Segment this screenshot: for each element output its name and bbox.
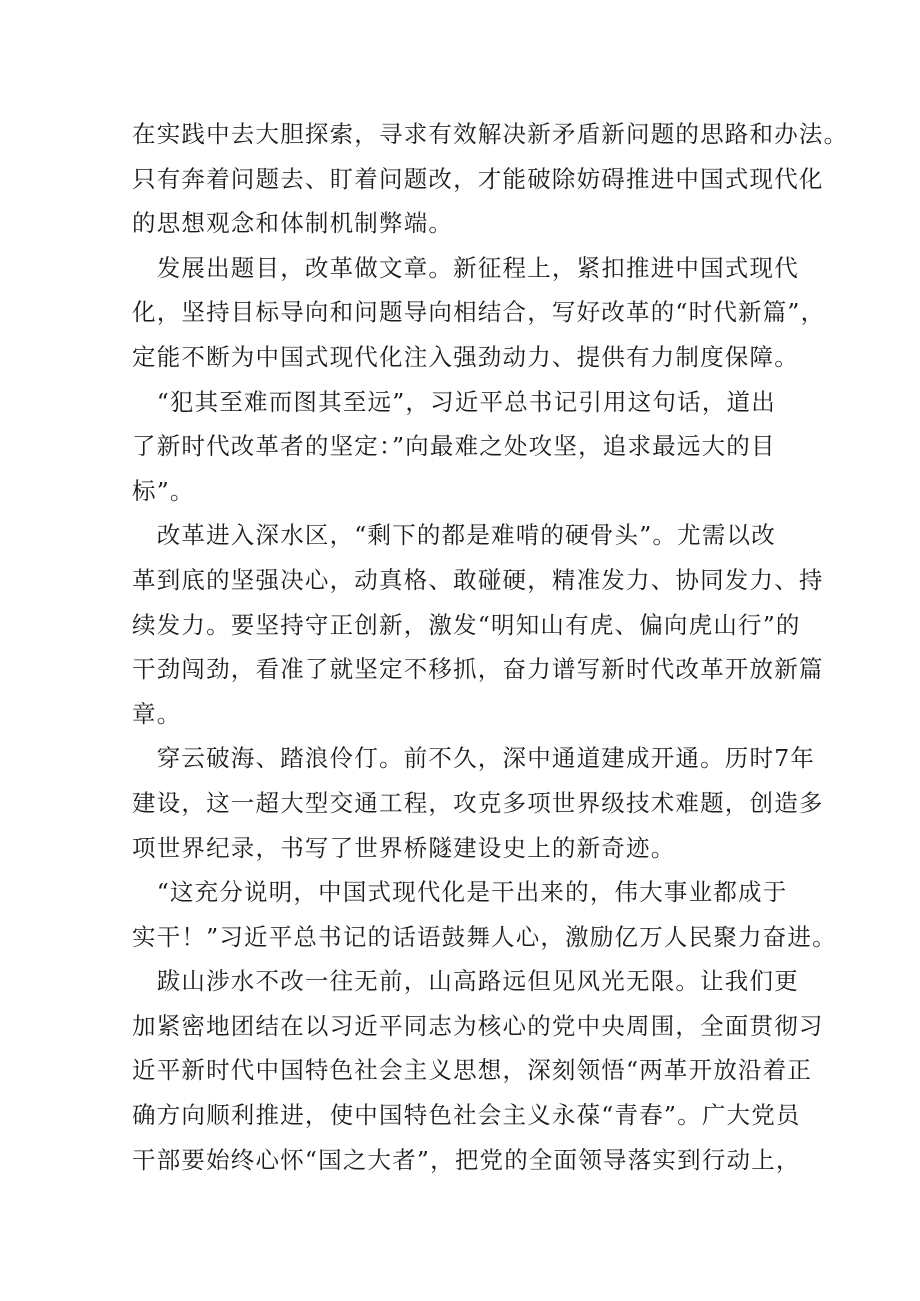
text-line: 确方向顺利推进，使中国特色社会主义永葆“青春”。广大党员 <box>132 1101 801 1130</box>
text-line: 在实践中去大胆探索，寻求有效解决新矛盾新问题的思路和办法。 <box>132 120 849 148</box>
text-line: 化，坚持目标导向和问题导向相结合，写好改革的“时代新篇”， <box>132 298 826 327</box>
text-line: 了新时代改革者的坚定：”向最难之处攻坚，追求最远大的目 <box>132 432 776 461</box>
text-line: 实干！”习近平总书记的话语鼓舞人心，激励亿万人民聚力奋进。 <box>132 922 837 951</box>
text-line: 续发力。要坚持守正创新，激发“明知山有虎、偏向虎山行”的 <box>132 610 801 639</box>
article-body <box>132 112 849 1182</box>
text-line: 的思想观念和体制机制弊端。 <box>132 209 454 238</box>
text-line: 干部要始终心怀“国之大者”，把党的全面领导落实到行动上， <box>132 1145 801 1174</box>
paragraph <box>132 246 826 380</box>
text-line: 跋山涉水不改一往无前，山高路远但见风光无限。让我们更 <box>132 967 799 996</box>
paragraph <box>132 959 824 1182</box>
text-line: “犯其至难而图其至远”，习近平总书记引用这句话，道出 <box>132 387 776 416</box>
text-line: 改革进入深水区，“剩下的都是难啃的硬骨头”。尤需以改 <box>132 521 776 550</box>
paragraph <box>132 736 824 870</box>
paragraph <box>132 112 849 246</box>
paragraph <box>132 513 824 736</box>
text-line: 章。 <box>132 699 182 728</box>
text-line: 标”。 <box>132 476 195 505</box>
text-line: 只有奔着问题去、盯着问题改，才能破除妨碍推进中国式现代化 <box>132 164 824 193</box>
text-line: 项世界纪录，书写了世界桥隧建设史上的新奇迹。 <box>132 833 676 862</box>
text-line: 发展出题目，改革做文章。新征程上，紧扣推进中国式现代 <box>132 253 799 282</box>
text-line: 近平新时代中国特色社会主义思想，深刻领悟“两革开放沿着正 <box>132 1056 813 1085</box>
text-line: “这充分说明，中国式现代化是干出来的，伟大事业都成于 <box>132 878 788 907</box>
text-line: 建设，这一超大型交通工程，攻克多项世界级技术难题，创造多 <box>132 788 824 817</box>
text-line: 穿云破海、踏浪伶仃。前不久，深中通道建成开通。历时7年 <box>132 744 816 773</box>
paragraph <box>132 380 798 514</box>
text-line: 革到底的坚强决心，动真格、敢碰硬，精准发力、协同发力、持 <box>132 565 824 594</box>
text-line: 定能不断为中国式现代化注入强劲动力、提供有力制度保障。 <box>132 342 799 371</box>
text-line: 加紧密地团结在以习近平同志为核心的党中央周围，全面贯彻习 <box>132 1011 824 1040</box>
paragraph <box>132 870 837 959</box>
text-line: 干劲闯劲，看准了就坚定不移抓，奋力谱写新时代改革开放新篇 <box>132 655 824 684</box>
